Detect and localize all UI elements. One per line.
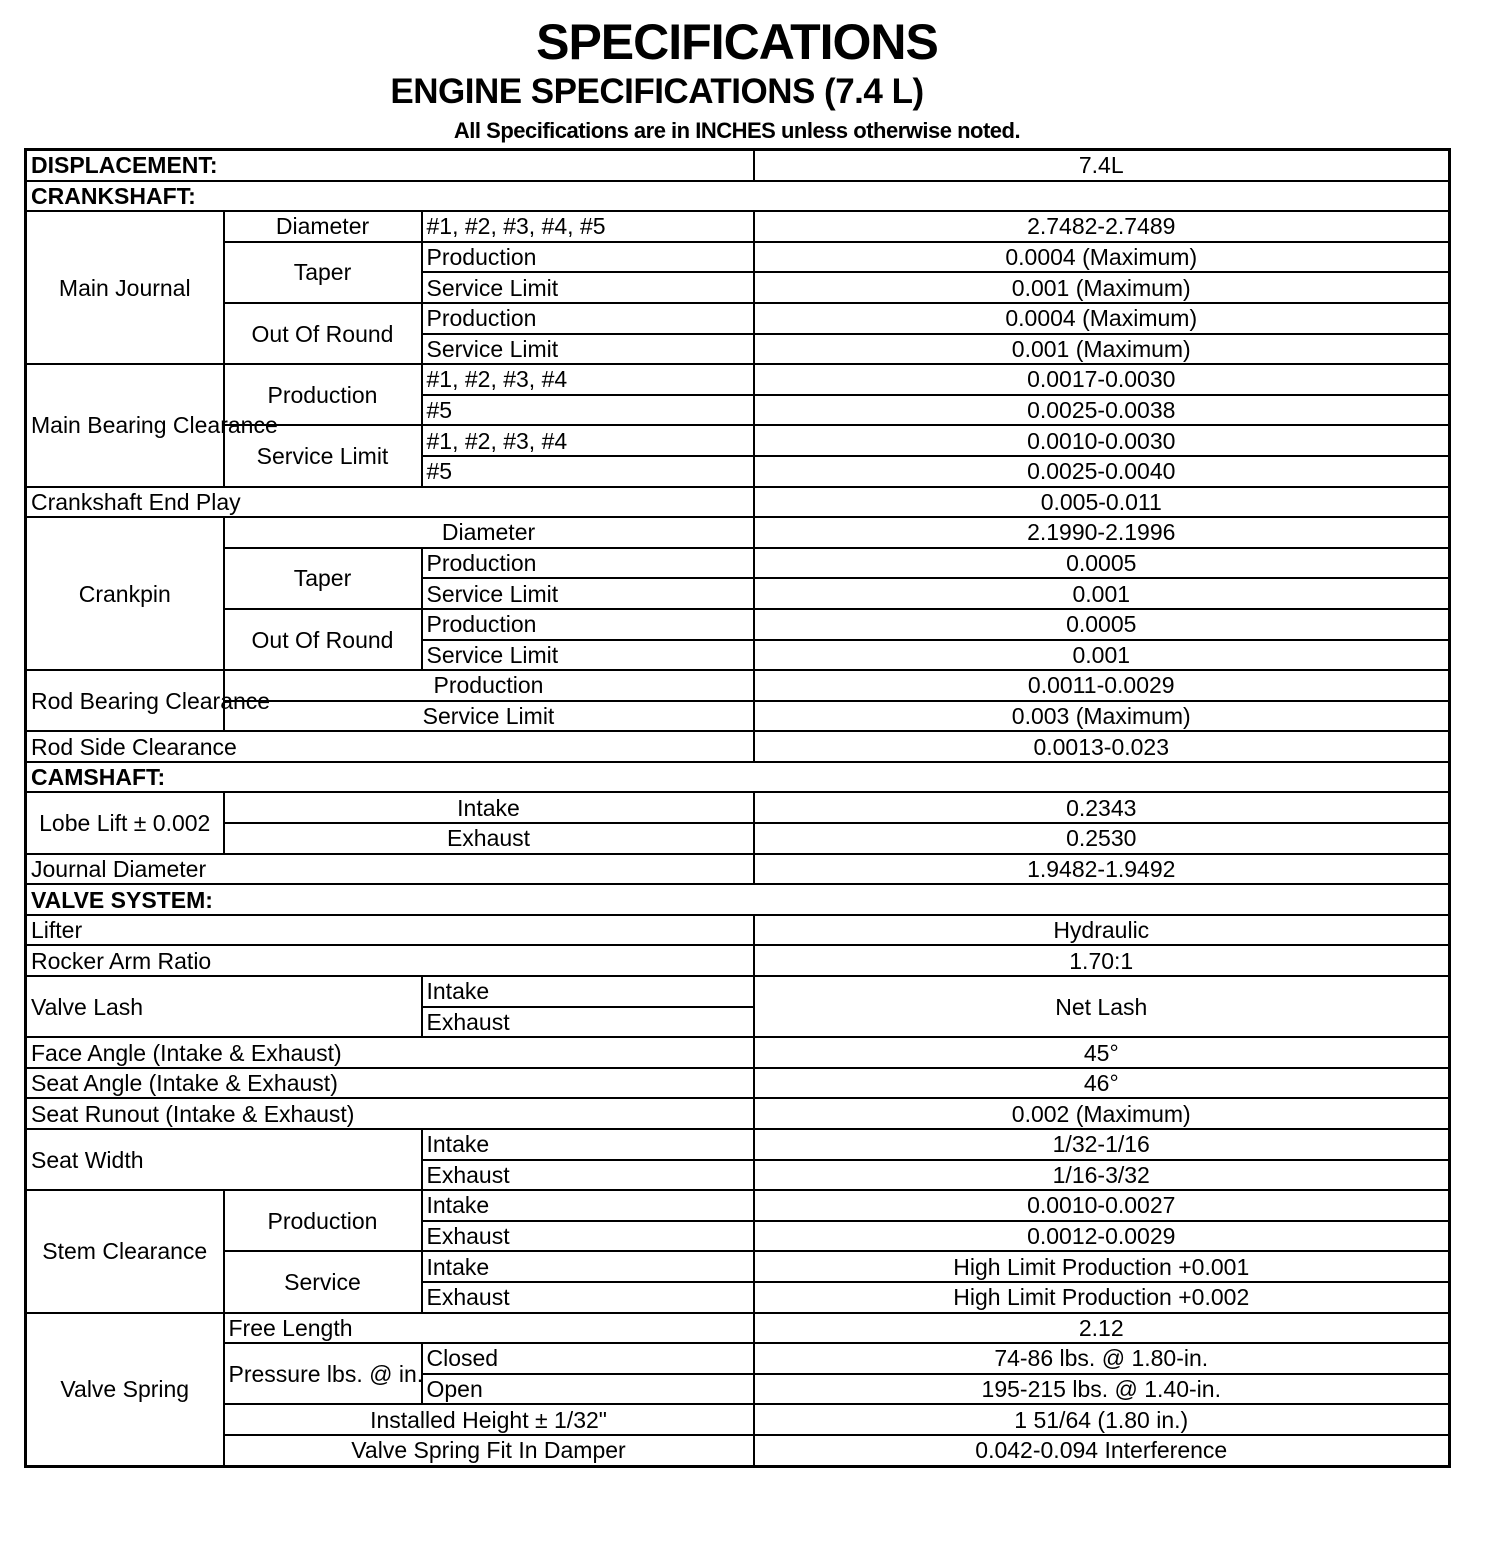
section-crankshaft-label: CRANKSHAFT: — [26, 181, 1450, 212]
main-journal-diameter-sub: #1, #2, #3, #4, #5 — [422, 211, 754, 242]
crankpin-label: Crankpin — [26, 517, 224, 670]
main-bearing-production-label: Production — [224, 364, 422, 425]
main-bearing-production-r2-value: 0.0025-0.0038 — [754, 395, 1450, 426]
stem-production-intake-value: 0.0010-0.0027 — [754, 1190, 1450, 1221]
journal-diameter-value: 1.9482-1.9492 — [754, 854, 1450, 885]
main-bearing-label: Main Bearing Clearance — [26, 364, 224, 486]
table-row — [26, 1343, 1450, 1374]
seat-width-label: Seat Width — [26, 1129, 422, 1190]
table-row — [26, 1190, 1450, 1221]
crankpin-diameter-value: 2.1990-2.1996 — [754, 517, 1450, 548]
table-row — [26, 517, 1450, 548]
crankpin-taper-label: Taper — [224, 548, 422, 609]
rod-bearing-label: Rod Bearing Clearance — [26, 670, 224, 731]
stem-service-exhaust-label: Exhaust — [422, 1282, 754, 1313]
rod-side-label: Rod Side Clearance — [26, 731, 754, 762]
pressure-closed-value: 74-86 lbs. @ 1.80-in. — [754, 1343, 1450, 1374]
crankpin-oor-production-value: 0.0005 — [754, 609, 1450, 640]
table-row — [26, 303, 1450, 334]
crankpin-taper-service-label: Service Limit — [422, 578, 754, 609]
stem-production-exhaust-value: 0.0012-0.0029 — [754, 1221, 1450, 1252]
table-row — [26, 242, 1450, 273]
table-row — [26, 884, 1450, 915]
units-note: All Specifications are in INCHES unless otherwise noted. — [453, 118, 1021, 143]
table-row — [26, 548, 1450, 579]
seat-width-exhaust-value: 1/16-3/32 — [754, 1160, 1450, 1191]
main-journal-oor-service-value: 0.001 (Maximum) — [754, 334, 1450, 365]
table-row — [26, 762, 1450, 793]
stem-production-intake-label: Intake — [422, 1190, 754, 1221]
table-row — [26, 945, 1450, 976]
pressure-label: Pressure lbs. @ in. — [224, 1343, 422, 1404]
face-angle-label: Face Angle (Intake & Exhaust) — [26, 1037, 754, 1068]
damper-fit-value: 0.042-0.094 Interference — [754, 1435, 1450, 1466]
stem-clearance-label: Stem Clearance — [26, 1190, 224, 1312]
seat-runout-value: 0.002 (Maximum) — [754, 1098, 1450, 1129]
crankpin-oor-production-label: Production — [422, 609, 754, 640]
engine-spec-table — [24, 148, 1451, 1468]
section-valve-system-label: VALVE SYSTEM: — [26, 884, 1450, 915]
lobe-lift-intake-label: Intake — [224, 792, 754, 823]
main-bearing-service-label: Service Limit — [224, 425, 422, 486]
crankpin-diameter-label: Diameter — [224, 517, 754, 548]
table-row — [26, 792, 1450, 823]
seat-width-intake-value: 1/32-1/16 — [754, 1129, 1450, 1160]
valve-lash-label: Valve Lash — [26, 976, 422, 1037]
lobe-lift-intake-value: 0.2343 — [754, 792, 1450, 823]
displacement-value: 7.4L — [754, 150, 1450, 181]
main-journal-oor-service-label: Service Limit — [422, 334, 754, 365]
table-row — [26, 1251, 1450, 1282]
pressure-open-label: Open — [422, 1374, 754, 1405]
main-bearing-service-r1-label: #1, #2, #3, #4 — [422, 425, 754, 456]
main-journal-taper-service-value: 0.001 (Maximum) — [754, 272, 1450, 303]
table-row — [26, 670, 1450, 701]
journal-diameter-label: Journal Diameter — [26, 854, 754, 885]
lobe-lift-exhaust-value: 0.2530 — [754, 823, 1450, 854]
stem-production-exhaust-label: Exhaust — [422, 1221, 754, 1252]
seat-angle-label: Seat Angle (Intake & Exhaust) — [26, 1068, 754, 1099]
table-row — [26, 1037, 1450, 1068]
seat-width-exhaust-label: Exhaust — [422, 1160, 754, 1191]
table-row — [26, 150, 1450, 181]
table-row — [26, 1068, 1450, 1099]
installed-height-value: 1 51/64 (1.80 in.) — [754, 1404, 1450, 1435]
valve-lash-value: Net Lash — [754, 976, 1450, 1037]
stem-service-intake-value: High Limit Production +0.001 — [754, 1251, 1450, 1282]
table-row — [26, 181, 1450, 212]
end-play-label: Crankshaft End Play — [26, 487, 754, 518]
main-journal-label: Main Journal — [26, 211, 224, 364]
main-journal-diameter-value: 2.7482-2.7489 — [754, 211, 1450, 242]
table-row — [26, 487, 1450, 518]
crankpin-taper-production-value: 0.0005 — [754, 548, 1450, 579]
pressure-closed-label: Closed — [422, 1343, 754, 1374]
main-journal-oor-production-label: Production — [422, 303, 754, 334]
seat-runout-label: Seat Runout (Intake & Exhaust) — [26, 1098, 754, 1129]
crankpin-taper-service-value: 0.001 — [754, 578, 1450, 609]
section-displacement-label: DISPLACEMENT: — [26, 150, 754, 181]
stem-service-intake-label: Intake — [422, 1251, 754, 1282]
lobe-lift-exhaust-label: Exhaust — [224, 823, 754, 854]
stem-service-exhaust-value: High Limit Production +0.002 — [754, 1282, 1450, 1313]
main-journal-taper-service-label: Service Limit — [422, 272, 754, 303]
rod-side-value: 0.0013-0.023 — [754, 731, 1450, 762]
crankpin-oor-service-value: 0.001 — [754, 640, 1450, 671]
free-length-label: Free Length — [224, 1313, 754, 1344]
stem-service-label: Service — [224, 1251, 422, 1312]
main-journal-taper-production-label: Production — [422, 242, 754, 273]
table-row — [26, 731, 1450, 762]
crankpin-oor-service-label: Service Limit — [422, 640, 754, 671]
main-journal-taper-production-value: 0.0004 (Maximum) — [754, 242, 1450, 273]
rod-bearing-service-value: 0.003 (Maximum) — [754, 701, 1450, 732]
page-subtitle: ENGINE SPECIFICATIONS (7.4 L) — [390, 72, 924, 111]
lifter-value: Hydraulic — [754, 915, 1450, 946]
table-row — [26, 915, 1450, 946]
table-row — [26, 1404, 1450, 1435]
main-journal-oor-production-value: 0.0004 (Maximum) — [754, 303, 1450, 334]
stem-production-label: Production — [224, 1190, 422, 1251]
crankpin-taper-production-label: Production — [422, 548, 754, 579]
main-journal-diameter-label: Diameter — [224, 211, 422, 242]
section-camshaft-label: CAMSHAFT: — [26, 762, 1450, 793]
document-header — [0, 0, 1504, 148]
crankpin-oor-label: Out Of Round — [224, 609, 422, 670]
installed-height-label: Installed Height ± 1/32" — [224, 1404, 754, 1435]
main-bearing-production-r2-label: #5 — [422, 395, 754, 426]
valve-lash-intake-label: Intake — [422, 976, 754, 1007]
table-row — [26, 1098, 1450, 1129]
main-journal-oor-label: Out Of Round — [224, 303, 422, 364]
main-bearing-service-r2-label: #5 — [422, 456, 754, 487]
seat-angle-value: 46° — [754, 1068, 1450, 1099]
table-row — [26, 1313, 1450, 1344]
table-row — [26, 1129, 1450, 1160]
main-bearing-service-r1-value: 0.0010-0.0030 — [754, 425, 1450, 456]
rod-bearing-production-value: 0.0011-0.0029 — [754, 670, 1450, 701]
main-bearing-service-r2-value: 0.0025-0.0040 — [754, 456, 1450, 487]
lobe-lift-label: Lobe Lift ± 0.002 — [26, 792, 224, 853]
rod-bearing-production-label: Production — [224, 670, 754, 701]
rocker-ratio-label: Rocker Arm Ratio — [26, 945, 754, 976]
table-row — [26, 364, 1450, 395]
main-bearing-production-r1-label: #1, #2, #3, #4 — [422, 364, 754, 395]
page-title: SPECIFICATIONS — [536, 14, 938, 70]
rocker-ratio-value: 1.70:1 — [754, 945, 1450, 976]
rod-bearing-service-label: Service Limit — [224, 701, 754, 732]
main-bearing-production-r1-value: 0.0017-0.0030 — [754, 364, 1450, 395]
pressure-open-value: 195-215 lbs. @ 1.40-in. — [754, 1374, 1450, 1405]
table-row — [26, 823, 1450, 854]
table-row — [26, 976, 1450, 1007]
valve-spring-label: Valve Spring — [26, 1313, 224, 1466]
table-row — [26, 609, 1450, 640]
table-row — [26, 211, 1450, 242]
free-length-value: 2.12 — [754, 1313, 1450, 1344]
end-play-value: 0.005-0.011 — [754, 487, 1450, 518]
valve-lash-exhaust-label: Exhaust — [422, 1007, 754, 1038]
table-row — [26, 854, 1450, 885]
lifter-label: Lifter — [26, 915, 754, 946]
table-row — [26, 1435, 1450, 1466]
main-journal-taper-label: Taper — [224, 242, 422, 303]
damper-fit-label: Valve Spring Fit In Damper — [224, 1435, 754, 1466]
seat-width-intake-label: Intake — [422, 1129, 754, 1160]
face-angle-value: 45° — [754, 1037, 1450, 1068]
